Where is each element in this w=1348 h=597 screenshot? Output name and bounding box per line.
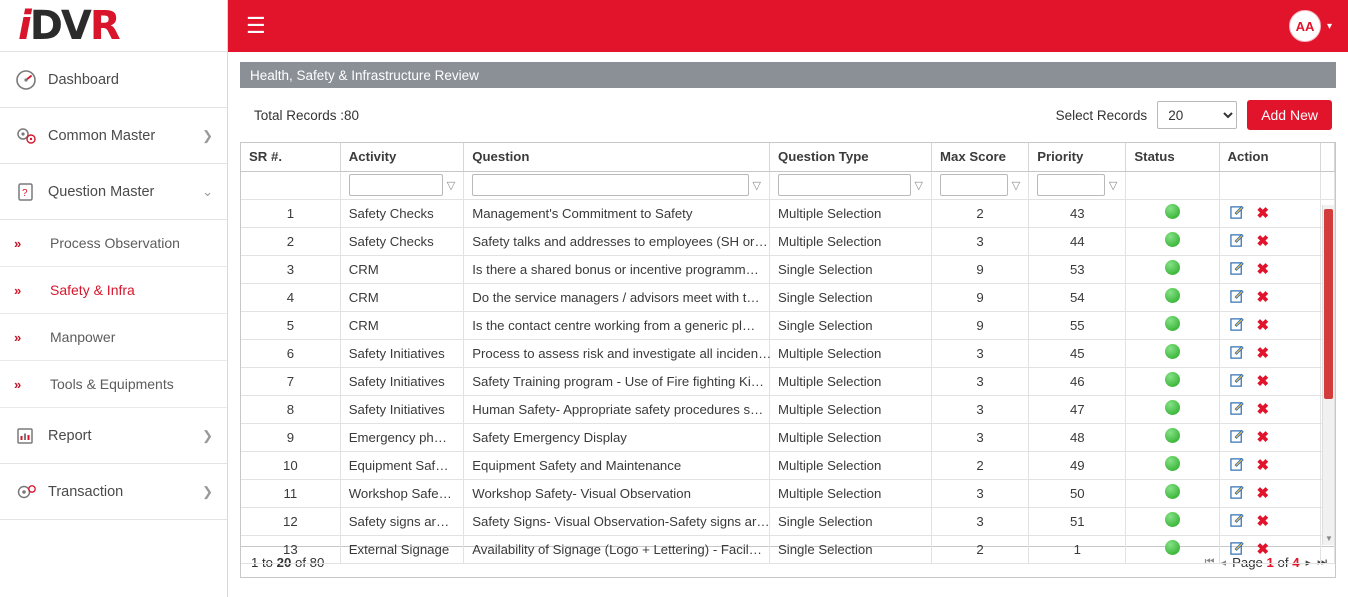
avatar[interactable]: AA bbox=[1289, 10, 1321, 42]
brand-letter-i: i bbox=[18, 2, 30, 49]
edit-icon[interactable] bbox=[1230, 205, 1245, 222]
select-records-label: Select Records bbox=[1055, 107, 1148, 123]
cell-max-score: 3 bbox=[932, 507, 1029, 535]
delete-icon[interactable]: ✖ bbox=[1256, 428, 1270, 446]
table-row[interactable] bbox=[241, 535, 1335, 563]
cell-question-type: Single Selection bbox=[770, 255, 932, 283]
cell-priority: 55 bbox=[1029, 311, 1126, 339]
table-row[interactable] bbox=[241, 199, 1335, 227]
filter-cell-question-type bbox=[770, 171, 932, 199]
cell-question: Human Safety- Appropriate safety procedures s… bbox=[464, 395, 770, 423]
cell-question-type: Multiple Selection bbox=[770, 451, 932, 479]
edit-icon[interactable] bbox=[1230, 457, 1245, 474]
row-action-group bbox=[1228, 289, 1312, 306]
table-row[interactable] bbox=[241, 283, 1335, 311]
brand-letter-r: R bbox=[89, 2, 119, 49]
cell-question: Safety Training program - Use of Fire fighting Ki… bbox=[464, 367, 770, 395]
delete-icon[interactable]: ✖ bbox=[1256, 260, 1270, 278]
sidebar-item-safety-infra[interactable] bbox=[0, 267, 227, 314]
cell-sr: 9 bbox=[241, 423, 340, 451]
status-badge[interactable] bbox=[1165, 232, 1180, 247]
table-row[interactable] bbox=[241, 507, 1335, 535]
top-bar bbox=[228, 0, 1348, 52]
cell-question: Do the service managers / advisors meet with t… bbox=[464, 283, 770, 311]
sidebar-item-tools-equipments[interactable] bbox=[0, 361, 227, 408]
row-action-group bbox=[1228, 457, 1312, 474]
table-row[interactable] bbox=[241, 311, 1335, 339]
delete-icon[interactable]: ✖ bbox=[1256, 316, 1270, 334]
cell-max-score: 3 bbox=[932, 367, 1029, 395]
row-action-group bbox=[1228, 205, 1312, 222]
cell-activity: External Signage bbox=[340, 535, 464, 563]
column-header-action: Action bbox=[1219, 143, 1320, 171]
row-action-group bbox=[1228, 401, 1312, 418]
column-header-sr[interactable]: SR #. bbox=[241, 143, 340, 171]
delete-icon[interactable]: ✖ bbox=[1256, 400, 1270, 418]
cell-sr: 2 bbox=[241, 227, 340, 255]
sidebar-item-process-observation[interactable] bbox=[0, 220, 227, 267]
cell-status bbox=[1126, 395, 1219, 423]
cell-status bbox=[1126, 535, 1219, 563]
cell-sr: 11 bbox=[241, 479, 340, 507]
sidebar-item-report[interactable] bbox=[0, 408, 227, 464]
filter-cell-activity bbox=[340, 171, 464, 199]
row-action-group bbox=[1228, 317, 1312, 334]
brand-logo[interactable] bbox=[0, 0, 227, 52]
cell-action bbox=[1219, 227, 1320, 255]
filter-input-activity[interactable] bbox=[349, 174, 443, 196]
total-records-label: Total Records :80 bbox=[254, 107, 360, 123]
cell-sr: 3 bbox=[241, 255, 340, 283]
brand-letter-d: D bbox=[29, 2, 61, 49]
records-per-page-select[interactable] bbox=[1157, 101, 1237, 129]
cell-max-score: 2 bbox=[932, 451, 1029, 479]
page-total: 4 bbox=[1292, 554, 1300, 570]
cell-max-score: 2 bbox=[932, 535, 1029, 563]
cell-action bbox=[1219, 451, 1320, 479]
chevron-down-icon: ⌄ bbox=[202, 183, 213, 199]
chevron-down-icon[interactable]: ▾ bbox=[1326, 20, 1332, 32]
filter-cell-sr bbox=[241, 171, 340, 199]
delete-icon[interactable]: ✖ bbox=[1256, 372, 1270, 390]
cell-question: Availability of Signage (Logo + Lettering) - Facil… bbox=[464, 535, 770, 563]
cell-status bbox=[1126, 227, 1219, 255]
page-current: 1 bbox=[1266, 554, 1274, 570]
status-badge[interactable] bbox=[1165, 260, 1180, 275]
edit-icon[interactable] bbox=[1230, 289, 1245, 306]
funnel-icon[interactable]: ▽ bbox=[752, 179, 761, 192]
column-header-question[interactable]: Question bbox=[464, 143, 770, 171]
delete-icon[interactable]: ✖ bbox=[1256, 540, 1270, 558]
filter-cell-status bbox=[1126, 171, 1219, 199]
column-header-priority[interactable]: Priority bbox=[1029, 143, 1126, 171]
sidebar-item-dashboard[interactable] bbox=[0, 52, 227, 108]
column-header-activity[interactable]: Activity bbox=[340, 143, 464, 171]
cell-priority: 46 bbox=[1029, 367, 1126, 395]
scroll-down-icon[interactable]: ▼ bbox=[1325, 534, 1333, 543]
gears-icon bbox=[14, 124, 48, 148]
cell-action bbox=[1219, 339, 1320, 367]
previous-page-button[interactable]: ◂ bbox=[1220, 556, 1227, 569]
cell-priority: 50 bbox=[1029, 479, 1126, 507]
cell-activity: CRM bbox=[340, 283, 464, 311]
column-header-spacer bbox=[1320, 143, 1334, 171]
cell-status bbox=[1126, 451, 1219, 479]
cell-question-type: Multiple Selection bbox=[770, 199, 932, 227]
row-action-group bbox=[1228, 345, 1312, 362]
cell-question-type: Multiple Selection bbox=[770, 423, 932, 451]
filter-cell-priority bbox=[1029, 171, 1126, 199]
edit-icon[interactable] bbox=[1230, 429, 1245, 446]
table-row[interactable] bbox=[241, 423, 1335, 451]
data-grid bbox=[240, 142, 1336, 558]
sidebar-item-manpower[interactable] bbox=[0, 314, 227, 361]
delete-icon[interactable]: ✖ bbox=[1256, 484, 1270, 502]
cell-max-score: 9 bbox=[932, 283, 1029, 311]
funnel-icon[interactable]: ▽ bbox=[1011, 179, 1021, 192]
cell-sr: 10 bbox=[241, 451, 340, 479]
cell-question: Safety Emergency Display bbox=[464, 423, 770, 451]
edit-icon[interactable] bbox=[1230, 541, 1245, 558]
row-action-group bbox=[1228, 233, 1312, 250]
sidebar-item-label: Dashboard bbox=[48, 71, 119, 88]
page-of: of bbox=[1273, 554, 1293, 570]
status-badge[interactable] bbox=[1165, 512, 1180, 527]
grid-toolbar bbox=[240, 88, 1336, 142]
cell-max-score: 9 bbox=[932, 311, 1029, 339]
double-chevron-icon: » bbox=[14, 376, 20, 392]
cell-question: Management's Commitment to Safety bbox=[464, 199, 770, 227]
row-action-group bbox=[1228, 513, 1312, 530]
sidebar-item-label: Safety & Infra bbox=[50, 282, 135, 298]
cell-activity: CRM bbox=[340, 255, 464, 283]
status-badge[interactable] bbox=[1165, 288, 1180, 303]
filter-cell-question bbox=[464, 171, 770, 199]
funnel-icon[interactable]: ▽ bbox=[1108, 179, 1118, 192]
cell-sr: 4 bbox=[241, 283, 340, 311]
table-row[interactable] bbox=[241, 479, 1335, 507]
status-badge[interactable] bbox=[1165, 344, 1180, 359]
filter-input-max-score[interactable] bbox=[940, 174, 1008, 196]
cell-sr: 12 bbox=[241, 507, 340, 535]
sidebar-item-label: Question Master bbox=[48, 183, 155, 200]
cell-question: Safety talks and addresses to employees (SH or… bbox=[464, 227, 770, 255]
row-action-group bbox=[1228, 261, 1312, 278]
row-action-group bbox=[1228, 429, 1312, 446]
cell-priority: 1 bbox=[1029, 535, 1126, 563]
filter-cell-spacer bbox=[1320, 171, 1334, 199]
next-page-button[interactable]: ▸ bbox=[1305, 556, 1312, 569]
delete-icon[interactable]: ✖ bbox=[1256, 232, 1270, 250]
grid-table bbox=[241, 143, 1335, 564]
cell-priority: 54 bbox=[1029, 283, 1126, 311]
cell-question: Process to assess risk and investigate all inciden… bbox=[464, 339, 770, 367]
cell-question-type: Multiple Selection bbox=[770, 395, 932, 423]
cell-status bbox=[1126, 255, 1219, 283]
first-page-button[interactable]: ⏮ bbox=[1204, 555, 1215, 568]
sidebar-item-question-master[interactable] bbox=[0, 164, 227, 220]
cell-status bbox=[1126, 479, 1219, 507]
status-badge[interactable] bbox=[1165, 316, 1180, 331]
row-action-group bbox=[1228, 485, 1312, 502]
status-badge[interactable] bbox=[1165, 540, 1180, 555]
filter-input-question[interactable] bbox=[472, 174, 748, 196]
delete-icon[interactable]: ✖ bbox=[1256, 512, 1270, 530]
cell-priority: 44 bbox=[1029, 227, 1126, 255]
double-chevron-icon: » bbox=[14, 282, 20, 298]
column-header-max-score[interactable]: Max Score bbox=[932, 143, 1029, 171]
cell-priority: 45 bbox=[1029, 339, 1126, 367]
transaction-gear-icon bbox=[14, 480, 48, 504]
filter-input-question-type[interactable] bbox=[778, 174, 911, 196]
filter-cell-max-score bbox=[932, 171, 1029, 199]
page-title: Health, Safety & Infrastructure Review bbox=[240, 62, 1336, 88]
sidebar-item-common-master[interactable] bbox=[0, 108, 227, 164]
cell-action bbox=[1219, 283, 1320, 311]
cell-action bbox=[1219, 395, 1320, 423]
cell-question: Equipment Safety and Maintenance bbox=[464, 451, 770, 479]
chevron-right-icon: ❯ bbox=[202, 483, 213, 499]
cell-activity: CRM bbox=[340, 311, 464, 339]
brand-letter-v: V bbox=[60, 2, 90, 49]
cell-question-type: Multiple Selection bbox=[770, 227, 932, 255]
sidebar-item-label: Transaction bbox=[48, 483, 124, 500]
cell-max-score: 9 bbox=[932, 255, 1029, 283]
status-badge[interactable] bbox=[1165, 400, 1180, 415]
cell-status bbox=[1126, 283, 1219, 311]
sidebar-item-label: Manpower bbox=[50, 329, 116, 345]
column-header-status[interactable]: Status bbox=[1126, 143, 1219, 171]
table-row[interactable] bbox=[241, 451, 1335, 479]
filter-input-priority[interactable] bbox=[1037, 174, 1105, 196]
cell-status bbox=[1126, 311, 1219, 339]
question-clipboard-icon bbox=[14, 180, 48, 204]
user-menu[interactable] bbox=[1289, 10, 1332, 42]
cell-question-type: Multiple Selection bbox=[770, 479, 932, 507]
cell-action bbox=[1219, 367, 1320, 395]
funnel-icon[interactable]: ▽ bbox=[914, 179, 923, 192]
cell-activity: Safety Initiatives bbox=[340, 339, 464, 367]
delete-icon[interactable]: ✖ bbox=[1256, 288, 1270, 306]
sidebar-item-label: Common Master bbox=[48, 127, 156, 144]
chevron-right-icon: ❯ bbox=[202, 127, 213, 143]
cell-priority: 49 bbox=[1029, 451, 1126, 479]
cell-priority: 47 bbox=[1029, 395, 1126, 423]
edit-icon[interactable] bbox=[1230, 513, 1245, 530]
cell-activity: Safety signs ar… bbox=[340, 507, 464, 535]
svg-text:?: ? bbox=[22, 187, 28, 199]
status-badge[interactable] bbox=[1165, 204, 1180, 219]
cell-action bbox=[1219, 311, 1320, 339]
report-icon bbox=[14, 424, 48, 448]
table-row[interactable] bbox=[241, 395, 1335, 423]
range-prefix: 1 to bbox=[251, 554, 277, 570]
table-row[interactable] bbox=[241, 367, 1335, 395]
cell-action bbox=[1219, 507, 1320, 535]
cell-status bbox=[1126, 367, 1219, 395]
cell-action bbox=[1219, 479, 1320, 507]
cell-activity: Safety Checks bbox=[340, 227, 464, 255]
cell-action bbox=[1219, 255, 1320, 283]
range-suffix: of 80 bbox=[291, 554, 325, 570]
grid-header-row bbox=[241, 143, 1335, 171]
cell-question-type: Multiple Selection bbox=[770, 367, 932, 395]
page-label: Page bbox=[1232, 554, 1267, 570]
hamburger-icon[interactable]: ☰ bbox=[246, 13, 266, 38]
cell-max-score: 2 bbox=[932, 199, 1029, 227]
delete-icon[interactable]: ✖ bbox=[1256, 456, 1270, 474]
dashboard-icon bbox=[14, 68, 48, 92]
column-header-question-type[interactable]: Question Type bbox=[770, 143, 932, 171]
cell-status bbox=[1126, 339, 1219, 367]
cell-max-score: 3 bbox=[932, 227, 1029, 255]
status-badge[interactable] bbox=[1165, 428, 1180, 443]
cell-sr: 1 bbox=[241, 199, 340, 227]
cell-activity: Equipment Saf… bbox=[340, 451, 464, 479]
edit-icon[interactable] bbox=[1230, 233, 1245, 250]
cell-max-score: 3 bbox=[932, 395, 1029, 423]
cell-action bbox=[1219, 535, 1320, 563]
row-action-group bbox=[1228, 541, 1312, 558]
cell-priority: 48 bbox=[1029, 423, 1126, 451]
grid-filter-row bbox=[241, 171, 1335, 199]
cell-sr: 5 bbox=[241, 311, 340, 339]
scrollbar-thumb[interactable] bbox=[1324, 209, 1333, 399]
sidebar bbox=[0, 0, 228, 597]
double-chevron-icon: » bbox=[14, 329, 20, 345]
cell-status bbox=[1126, 423, 1219, 451]
sidebar-item-label: Process Observation bbox=[50, 235, 180, 251]
cell-question: Workshop Safety- Visual Observation bbox=[464, 479, 770, 507]
cell-question: Is there a shared bonus or incentive programm… bbox=[464, 255, 770, 283]
content-area bbox=[228, 52, 1348, 597]
cell-question-type: Single Selection bbox=[770, 507, 932, 535]
last-page-button[interactable]: ⏭ bbox=[1317, 555, 1327, 568]
status-badge[interactable] bbox=[1165, 484, 1180, 499]
cell-sr: 6 bbox=[241, 339, 340, 367]
toolbar-right bbox=[1056, 100, 1332, 130]
double-chevron-icon: » bbox=[14, 235, 20, 251]
cell-activity: Emergency ph… bbox=[340, 423, 464, 451]
add-new-button[interactable]: Add New bbox=[1247, 100, 1332, 130]
cell-question: Is the contact centre working from a generic pl… bbox=[464, 311, 770, 339]
cell-priority: 51 bbox=[1029, 507, 1126, 535]
cell-action bbox=[1219, 423, 1320, 451]
sidebar-item-label: Report bbox=[48, 427, 92, 444]
cell-question-type: Single Selection bbox=[770, 311, 932, 339]
cell-activity: Safety Checks bbox=[340, 199, 464, 227]
cell-question: Safety Signs- Visual Observation-Safety signs ar… bbox=[464, 507, 770, 535]
cell-action bbox=[1219, 199, 1320, 227]
table-row[interactable] bbox=[241, 339, 1335, 367]
cell-question-type: Multiple Selection bbox=[770, 339, 932, 367]
cell-priority: 53 bbox=[1029, 255, 1126, 283]
edit-icon[interactable] bbox=[1230, 261, 1245, 278]
cell-priority: 43 bbox=[1029, 199, 1126, 227]
table-row[interactable] bbox=[241, 227, 1335, 255]
funnel-icon[interactable]: ▽ bbox=[446, 179, 456, 192]
cell-sr: 7 bbox=[241, 367, 340, 395]
edit-icon[interactable] bbox=[1230, 345, 1245, 362]
delete-icon[interactable]: ✖ bbox=[1256, 344, 1270, 362]
grid-vertical-scrollbar[interactable] bbox=[1322, 205, 1334, 545]
range-bold: 20 bbox=[276, 554, 292, 570]
filter-cell-action bbox=[1219, 171, 1320, 199]
sidebar-item-label: Tools & Equipments bbox=[50, 376, 174, 392]
chevron-right-icon: ❯ bbox=[202, 427, 213, 443]
grid-body bbox=[241, 199, 1335, 563]
status-badge[interactable] bbox=[1165, 456, 1180, 471]
edit-icon[interactable] bbox=[1230, 373, 1245, 390]
cell-max-score: 3 bbox=[932, 423, 1029, 451]
cell-question-type: Single Selection bbox=[770, 283, 932, 311]
cell-status bbox=[1126, 507, 1219, 535]
edit-icon[interactable] bbox=[1230, 401, 1245, 418]
cell-max-score: 3 bbox=[932, 339, 1029, 367]
cell-activity: Safety Initiatives bbox=[340, 367, 464, 395]
main-area bbox=[228, 0, 1348, 597]
delete-icon[interactable]: ✖ bbox=[1256, 204, 1270, 222]
edit-icon[interactable] bbox=[1230, 317, 1245, 334]
cell-sr: 8 bbox=[241, 395, 340, 423]
cell-question-type: Single Selection bbox=[770, 535, 932, 563]
status-badge[interactable] bbox=[1165, 372, 1180, 387]
cell-max-score: 3 bbox=[932, 479, 1029, 507]
sidebar-item-transaction[interactable] bbox=[0, 464, 227, 520]
edit-icon[interactable] bbox=[1230, 485, 1245, 502]
cell-activity: Safety Initiatives bbox=[340, 395, 464, 423]
cell-sr: 13 bbox=[241, 535, 340, 563]
table-row[interactable] bbox=[241, 255, 1335, 283]
cell-status bbox=[1126, 199, 1219, 227]
row-action-group bbox=[1228, 373, 1312, 390]
cell-activity: Workshop Safe… bbox=[340, 479, 464, 507]
